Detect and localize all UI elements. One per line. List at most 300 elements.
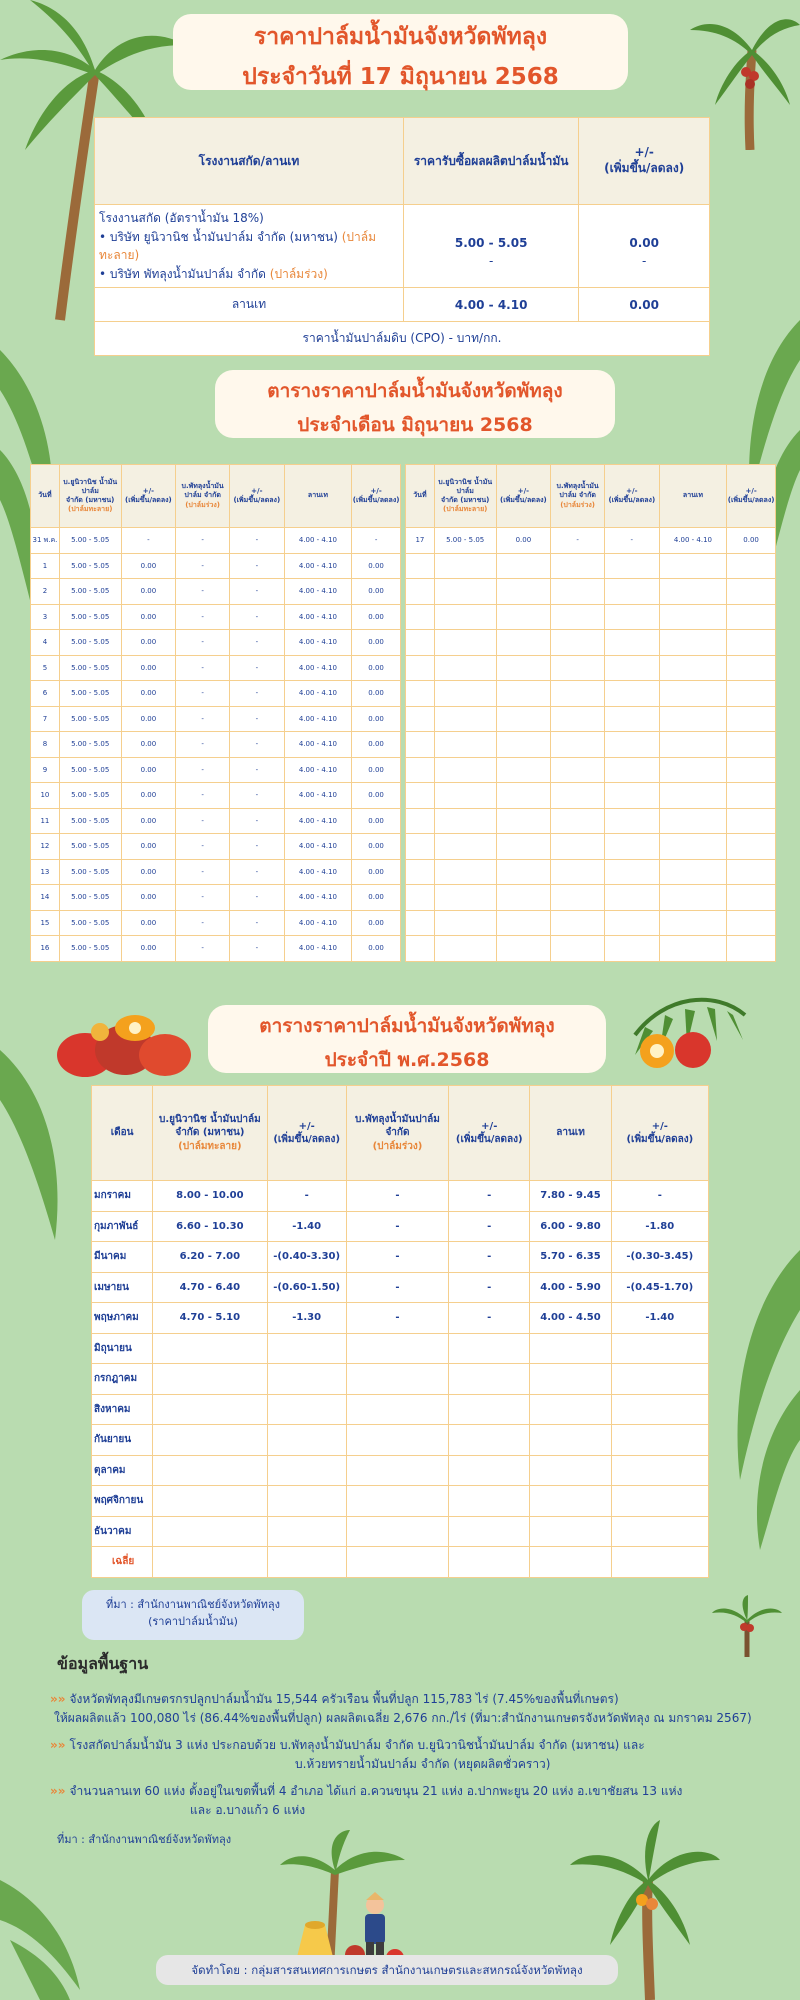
yard-price-cell: 4.00 - 4.10 bbox=[284, 630, 352, 656]
pt-price-cell bbox=[551, 910, 605, 936]
pt-change-cell: - bbox=[229, 783, 284, 809]
table-row bbox=[92, 1181, 709, 1212]
table-row bbox=[92, 1516, 709, 1547]
pt-change-cell bbox=[449, 1455, 530, 1486]
day-cell bbox=[406, 681, 435, 707]
uni-price-cell bbox=[153, 1364, 267, 1395]
yard-change-cell bbox=[611, 1425, 708, 1456]
pt-change-cell: - bbox=[229, 553, 284, 579]
uni-change-cell: 0.00 bbox=[121, 936, 176, 962]
uni-change-cell bbox=[496, 579, 551, 605]
day-cell bbox=[406, 910, 435, 936]
day-cell bbox=[406, 706, 435, 732]
yard-price-cell bbox=[659, 604, 727, 630]
yard-price-cell: 7.80 - 9.45 bbox=[530, 1181, 611, 1212]
uni-price-cell: 5.00 - 5.05 bbox=[434, 528, 496, 554]
pt-change-cell: - bbox=[449, 1242, 530, 1273]
uni-price-cell bbox=[434, 757, 496, 783]
uni-change-cell: -(0.60-1.50) bbox=[267, 1272, 346, 1303]
company-name: บริษัท พัทลุงน้ำมันปาล์ม จำกัด bbox=[109, 266, 266, 281]
pt-price-cell bbox=[551, 757, 605, 783]
day-cell: 10 bbox=[31, 783, 60, 809]
uni-price-cell: 5.00 - 5.05 bbox=[59, 936, 121, 962]
uni-price-cell bbox=[434, 579, 496, 605]
basic-info-item bbox=[50, 1782, 682, 1819]
yard-price-cell bbox=[659, 681, 727, 707]
yard-change-cell: -1.80 bbox=[611, 1211, 708, 1242]
header-yard: ลานเท bbox=[530, 1086, 611, 1181]
yard-change-cell: - bbox=[352, 528, 401, 554]
table-row bbox=[92, 1486, 709, 1517]
yard-change-cell: 0.00 bbox=[727, 528, 776, 554]
pt-price-cell: - bbox=[176, 757, 230, 783]
pt-price-cell bbox=[551, 655, 605, 681]
header-pt-tag: (ปาล์มร่วง) bbox=[560, 500, 595, 509]
month-cell: กันยายน bbox=[92, 1425, 153, 1456]
month-cell: กุมภาพันธ์ bbox=[92, 1211, 153, 1242]
yearly-title-line2: ประจำปี พ.ศ.2568 bbox=[324, 1049, 490, 1071]
month-cell: เฉลี่ย bbox=[92, 1547, 153, 1578]
uni-price-cell bbox=[153, 1455, 267, 1486]
header-pt-tag: (ปาล์มร่วง) bbox=[372, 1140, 423, 1152]
day-cell: 1 bbox=[31, 553, 60, 579]
header-pt-tag: (ปาล์มร่วง) bbox=[185, 500, 221, 509]
table-row bbox=[406, 757, 776, 783]
cpo-price: ราคาน้ำมันปาล์มดิบ (CPO) - บาท/กก. bbox=[95, 322, 710, 356]
yard-price-cell bbox=[530, 1333, 611, 1364]
table-row bbox=[31, 604, 401, 630]
yard-change-cell: 0.00 bbox=[352, 630, 401, 656]
day-cell: 31 พ.ค. bbox=[31, 528, 60, 554]
table-row bbox=[406, 655, 776, 681]
header-price: ราคารับซื้อผลผลิตปาล์มน้ำมัน bbox=[403, 118, 578, 205]
uni-change-cell bbox=[267, 1455, 346, 1486]
pt-change-cell bbox=[604, 579, 659, 605]
uni-change-cell: 0.00 bbox=[121, 808, 176, 834]
header-change: +/- (เพิ่มขึ้น/ลดลง) bbox=[611, 1086, 708, 1181]
pt-price-cell bbox=[551, 630, 605, 656]
monthly-title-line1: ตารางราคาปาล์มน้ำมันจังหวัดพัทลุง bbox=[267, 380, 563, 402]
uni-change-cell bbox=[267, 1394, 346, 1425]
yard-change-cell: 0.00 bbox=[352, 706, 401, 732]
uni-price-cell: 5.00 - 5.05 bbox=[59, 808, 121, 834]
uni-change-cell: 0.00 bbox=[121, 604, 176, 630]
table-row bbox=[31, 834, 401, 860]
pt-price-cell: - bbox=[176, 630, 230, 656]
header-pt: บ.พัทลุงน้ำมันปาล์ม จำกัด bbox=[355, 1113, 440, 1139]
day-cell: 17 bbox=[406, 528, 435, 554]
pt-price-cell: - bbox=[176, 706, 230, 732]
uni-change-cell bbox=[496, 783, 551, 809]
yard-change-cell bbox=[611, 1333, 708, 1364]
yard-price-cell bbox=[659, 910, 727, 936]
palm-leaf-right-bottom-icon bbox=[720, 1240, 800, 1560]
table-row bbox=[406, 783, 776, 809]
pt-change-cell bbox=[604, 783, 659, 809]
pt-change-cell: - bbox=[229, 859, 284, 885]
yard-price-cell bbox=[659, 655, 727, 681]
table-row bbox=[406, 910, 776, 936]
uni-change-cell: -(0.40-3.30) bbox=[267, 1242, 346, 1273]
yard-change-cell: 0.00 bbox=[352, 553, 401, 579]
day-cell bbox=[406, 936, 435, 962]
header-change: +/- (เพิ่มขึ้น/ลดลง) bbox=[727, 465, 776, 528]
yard-price-cell: 4.00 - 4.10 bbox=[284, 604, 352, 630]
info-line: ให้ผลผลิตแล้ว 100,080 ไร่ (86.44%ของพื้นที่ปลูก) ผลผลิตเฉลี่ย 2,676 กก./ไร่ (ที่มา:สำนักงานเกษตรจังหวัดพัทลุง ณ มกราคม 2567) bbox=[54, 1710, 752, 1725]
pt-change-cell bbox=[604, 732, 659, 758]
table-row bbox=[406, 808, 776, 834]
pt-price-cell: - bbox=[176, 936, 230, 962]
uni-price-cell bbox=[434, 604, 496, 630]
yard-price-cell bbox=[659, 757, 727, 783]
month-cell: พฤษภาคม bbox=[92, 1303, 153, 1334]
uni-price-cell: 5.00 - 5.05 bbox=[59, 604, 121, 630]
uni-price-cell: 5.00 - 5.05 bbox=[59, 834, 121, 860]
yard-change-cell: 0.00 bbox=[352, 834, 401, 860]
uni-change-cell: 0.00 bbox=[121, 579, 176, 605]
uni-price-cell bbox=[434, 859, 496, 885]
uni-change-cell: 0.00 bbox=[121, 859, 176, 885]
day-cell: 9 bbox=[31, 757, 60, 783]
pt-change-cell bbox=[604, 859, 659, 885]
yard-change-cell: 0.00 bbox=[352, 732, 401, 758]
pt-change-cell: - bbox=[229, 834, 284, 860]
uni-price-cell: 6.60 - 10.30 bbox=[153, 1211, 267, 1242]
month-cell: ธันวาคม bbox=[92, 1516, 153, 1547]
day-cell: 5 bbox=[31, 655, 60, 681]
pt-price-cell: - bbox=[176, 834, 230, 860]
day-cell bbox=[406, 553, 435, 579]
table-row bbox=[31, 808, 401, 834]
palm-tree-bottom-left-icon bbox=[0, 1860, 110, 2000]
yard-change-cell: - bbox=[611, 1181, 708, 1212]
pt-price-cell: - bbox=[176, 859, 230, 885]
uni-change-cell bbox=[496, 604, 551, 630]
pt-price-cell bbox=[346, 1425, 448, 1456]
yard-price-cell: 4.00 - 4.10 bbox=[284, 936, 352, 962]
day-cell: 3 bbox=[31, 604, 60, 630]
month-cell: มกราคม bbox=[92, 1181, 153, 1212]
table-row bbox=[31, 579, 401, 605]
table-row bbox=[92, 1242, 709, 1273]
header-change: +/- (เพิ่มขึ้น/ลดลง) bbox=[496, 465, 551, 528]
pt-change-cell: - bbox=[229, 681, 284, 707]
month-cell: มีนาคม bbox=[92, 1242, 153, 1273]
uni-price-cell bbox=[434, 936, 496, 962]
table-row bbox=[92, 1547, 709, 1578]
pt-change-cell: - bbox=[229, 757, 284, 783]
table-row bbox=[31, 630, 401, 656]
day-cell: 4 bbox=[31, 630, 60, 656]
pt-price-cell bbox=[551, 808, 605, 834]
table-row bbox=[92, 1333, 709, 1364]
uni-price-cell: 5.00 - 5.05 bbox=[59, 706, 121, 732]
day-cell bbox=[406, 783, 435, 809]
pt-price-cell: - bbox=[346, 1181, 448, 1212]
yard-label: ลานเท bbox=[95, 288, 404, 322]
table-row bbox=[31, 655, 401, 681]
info-line: จำนวนลานเท 60 แห่ง ตั้งอยู่ในเขตพื้นที่ 4 อำเภอ ได้แก่ อ.ควนขนุน 21 แห่ง อ.ปากพะยูน 20 แห่ง อ.เขาชัยสน 13 แห่ง bbox=[69, 1784, 683, 1798]
uni-change-cell bbox=[496, 630, 551, 656]
table-row bbox=[31, 783, 401, 809]
pt-price-cell: - bbox=[176, 655, 230, 681]
yard-price-cell bbox=[659, 783, 727, 809]
table-row bbox=[31, 757, 401, 783]
pt-price-cell: - bbox=[176, 528, 230, 554]
month-cell: มิถุนายน bbox=[92, 1333, 153, 1364]
table-row bbox=[406, 553, 776, 579]
pt-price-cell: - bbox=[346, 1303, 448, 1334]
yard-change-cell bbox=[611, 1547, 708, 1578]
table-row bbox=[406, 936, 776, 962]
pt-change-cell bbox=[604, 808, 659, 834]
header-change: +/- (เพิ่มขึ้น/ลดลง) bbox=[579, 118, 710, 205]
uni-price-cell bbox=[153, 1425, 267, 1456]
uni-price-cell bbox=[434, 681, 496, 707]
header-yard: ลานเท bbox=[284, 465, 352, 528]
yard-price-cell: 4.00 - 4.10 bbox=[284, 910, 352, 936]
source-note bbox=[82, 1590, 304, 1640]
yard-price-cell: 4.00 - 4.10 bbox=[284, 757, 352, 783]
uni-change-cell: 0.00 bbox=[121, 732, 176, 758]
pt-price-cell: - bbox=[176, 808, 230, 834]
day-cell: 12 bbox=[31, 834, 60, 860]
month-cell: เมษายน bbox=[92, 1272, 153, 1303]
uni-price-cell: 4.70 - 6.40 bbox=[153, 1272, 267, 1303]
uni-change-cell bbox=[496, 834, 551, 860]
yard-change-cell bbox=[727, 757, 776, 783]
basic-info-source: ที่มา : สำนักงานพาณิชย์จังหวัดพัทลุง bbox=[57, 1833, 232, 1846]
uni-price-cell: 5.00 - 5.05 bbox=[59, 681, 121, 707]
monthly-table-right bbox=[405, 464, 776, 962]
uni-change-cell bbox=[496, 706, 551, 732]
uni-change-cell: 0.00 bbox=[121, 910, 176, 936]
pt-price-cell: - bbox=[176, 732, 230, 758]
pt-price-cell bbox=[551, 783, 605, 809]
uni-change-cell: -1.30 bbox=[267, 1303, 346, 1334]
uni-change-cell: 0.00 bbox=[121, 783, 176, 809]
change-value: - bbox=[642, 254, 647, 269]
pt-price-cell bbox=[551, 885, 605, 911]
yearly-price-table bbox=[91, 1085, 709, 1578]
yearly-title-line1: ตารางราคาปาล์มน้ำมันจังหวัดพัทลุง bbox=[259, 1015, 555, 1037]
pt-price-cell: - bbox=[176, 579, 230, 605]
pt-change-cell bbox=[604, 681, 659, 707]
pt-change-cell bbox=[604, 910, 659, 936]
daily-price-table bbox=[94, 117, 710, 356]
arrow-icon: »» bbox=[50, 1784, 66, 1798]
pt-price-cell bbox=[551, 859, 605, 885]
header-day: วันที่ bbox=[406, 465, 435, 528]
month-cell: สิงหาคม bbox=[92, 1394, 153, 1425]
yard-change-cell bbox=[727, 706, 776, 732]
table-row bbox=[92, 1211, 709, 1242]
pt-price-cell: - bbox=[346, 1242, 448, 1273]
uni-change-cell bbox=[267, 1547, 346, 1578]
yard-change-cell bbox=[727, 630, 776, 656]
uni-price-cell bbox=[153, 1394, 267, 1425]
uni-price-cell: 5.00 - 5.05 bbox=[59, 655, 121, 681]
table-row bbox=[31, 732, 401, 758]
uni-price-cell bbox=[434, 783, 496, 809]
header-pt: บ.พัทลุงน้ำมันปาล์ม จำกัด bbox=[556, 482, 599, 500]
pt-price-cell bbox=[551, 936, 605, 962]
yard-change-cell bbox=[727, 783, 776, 809]
pt-change-cell bbox=[449, 1333, 530, 1364]
day-cell bbox=[406, 732, 435, 758]
pt-change-cell: - bbox=[449, 1181, 530, 1212]
yard-change-cell: 0.00 bbox=[352, 655, 401, 681]
uni-change-cell bbox=[267, 1425, 346, 1456]
info-line: จังหวัดพัทลุงมีเกษตรกรปลูกปาล์มน้ำมัน 15,544 ครัวเรือน พื้นที่ปลูก 115,783 ไร่ (7.45%ของพื้นที่เกษตร) bbox=[69, 1692, 619, 1706]
yard-price-cell bbox=[530, 1486, 611, 1517]
uni-price-cell bbox=[153, 1486, 267, 1517]
yard-price-cell: 4.00 - 4.10 bbox=[284, 732, 352, 758]
yard-change-cell bbox=[611, 1364, 708, 1395]
pt-price-cell bbox=[551, 732, 605, 758]
company-item: • บริษัท พัทลุงน้ำมันปาล์ม จำกัด (ปาล์มร่วง) bbox=[99, 266, 328, 281]
pt-change-cell bbox=[449, 1547, 530, 1578]
uni-change-cell bbox=[267, 1333, 346, 1364]
pt-price-cell: - bbox=[176, 783, 230, 809]
day-cell: 14 bbox=[31, 885, 60, 911]
uni-price-cell: 5.00 - 5.05 bbox=[59, 859, 121, 885]
yard-price-cell bbox=[530, 1455, 611, 1486]
yard-change-cell bbox=[727, 834, 776, 860]
day-cell bbox=[406, 604, 435, 630]
pt-price-cell: - bbox=[346, 1272, 448, 1303]
day-cell: 7 bbox=[31, 706, 60, 732]
table-row bbox=[92, 1303, 709, 1334]
table-row bbox=[31, 706, 401, 732]
yard-price-cell: 4.00 - 4.10 bbox=[284, 859, 352, 885]
yard-change-cell: 0.00 bbox=[352, 859, 401, 885]
yard-change-cell bbox=[611, 1394, 708, 1425]
uni-change-cell: 0.00 bbox=[121, 885, 176, 911]
day-cell bbox=[406, 655, 435, 681]
yard-change-cell bbox=[727, 579, 776, 605]
uni-price-cell bbox=[434, 630, 496, 656]
uni-price-cell bbox=[434, 808, 496, 834]
uni-change-cell bbox=[267, 1516, 346, 1547]
pt-price-cell bbox=[551, 834, 605, 860]
palm-fruit-right-icon bbox=[625, 995, 750, 1075]
yard-price-cell bbox=[659, 706, 727, 732]
uni-price-cell bbox=[153, 1547, 267, 1578]
company-item: • บริษัท ยูนิวานิช น้ำมันปาล์ม จำกัด (มหาชน) (ปาล์มทะลาย) bbox=[99, 229, 377, 263]
table-row bbox=[406, 579, 776, 605]
basic-info-item bbox=[50, 1690, 752, 1727]
pt-change-cell bbox=[449, 1486, 530, 1517]
yard-change-cell: 0.00 bbox=[352, 783, 401, 809]
yard-change-cell bbox=[727, 808, 776, 834]
company-name: บริษัท ยูนิวานิช น้ำมันปาล์ม จำกัด (มหาชน) bbox=[109, 229, 338, 244]
table-row bbox=[406, 706, 776, 732]
yard-price-cell: 4.00 - 4.10 bbox=[284, 681, 352, 707]
day-cell bbox=[406, 757, 435, 783]
pt-change-cell bbox=[449, 1394, 530, 1425]
pt-change-cell: - bbox=[229, 655, 284, 681]
pt-price-cell bbox=[346, 1333, 448, 1364]
uni-price-cell bbox=[434, 834, 496, 860]
uni-price-cell: 4.70 - 5.10 bbox=[153, 1303, 267, 1334]
table-row bbox=[406, 604, 776, 630]
table-row bbox=[92, 1364, 709, 1395]
pt-price-cell: - bbox=[176, 910, 230, 936]
yard-price-cell: 4.00 - 4.10 bbox=[284, 706, 352, 732]
pt-price-cell: - bbox=[176, 681, 230, 707]
arrow-icon: »» bbox=[50, 1738, 66, 1752]
uni-change-cell: 0.00 bbox=[121, 681, 176, 707]
pt-price-cell: - bbox=[346, 1211, 448, 1242]
header-pt: บ.พัทลุงน้ำมันปาล์ม จำกัด bbox=[181, 482, 224, 500]
yard-change-cell: 0.00 bbox=[352, 885, 401, 911]
uni-price-cell: 5.00 - 5.05 bbox=[59, 757, 121, 783]
pt-price-cell bbox=[551, 706, 605, 732]
yard-price-cell: 4.00 - 4.10 bbox=[659, 528, 727, 554]
pt-change-cell bbox=[604, 630, 659, 656]
yard-change-cell: 0.00 bbox=[352, 808, 401, 834]
header-change: +/- (เพิ่มขึ้น/ลดลง) bbox=[229, 465, 284, 528]
yearly-title bbox=[208, 1005, 606, 1073]
day-cell bbox=[406, 834, 435, 860]
pt-change-cell: - bbox=[229, 885, 284, 911]
day-cell bbox=[406, 808, 435, 834]
footer-credit: จัดทำโดย : กลุ่มสารสนเทศการเกษตร สำนักงานเกษตรและสหกรณ์จังหวัดพัทลุง bbox=[156, 1955, 618, 1985]
yard-change-cell bbox=[727, 732, 776, 758]
main-title bbox=[173, 14, 628, 90]
pt-change-cell: - bbox=[229, 732, 284, 758]
pt-price-cell: - bbox=[176, 885, 230, 911]
header-uni-tag: (ปาล์มทะลาย) bbox=[443, 505, 488, 514]
uni-price-cell bbox=[434, 655, 496, 681]
uni-change-cell bbox=[496, 681, 551, 707]
pt-price-cell bbox=[346, 1394, 448, 1425]
uni-price-cell: 5.00 - 5.05 bbox=[59, 732, 121, 758]
yard-change: 0.00 bbox=[579, 288, 710, 322]
yard-price-cell bbox=[530, 1394, 611, 1425]
uni-price-cell: 5.00 - 5.05 bbox=[59, 528, 121, 554]
table-row bbox=[406, 885, 776, 911]
pt-change-cell bbox=[604, 553, 659, 579]
pt-price-cell bbox=[551, 553, 605, 579]
pt-change-cell: - bbox=[229, 528, 284, 554]
yard-change-cell: -(0.45-1.70) bbox=[611, 1272, 708, 1303]
table-row bbox=[31, 681, 401, 707]
uni-change-cell: 0.00 bbox=[121, 553, 176, 579]
uni-change-cell: 0.00 bbox=[121, 757, 176, 783]
table-row bbox=[92, 1455, 709, 1486]
uni-change-cell bbox=[496, 859, 551, 885]
yard-price-cell bbox=[530, 1547, 611, 1578]
day-cell: 6 bbox=[31, 681, 60, 707]
yard-price-cell bbox=[659, 808, 727, 834]
info-line: และ อ.บางแก้ว 6 แห่ง bbox=[190, 1802, 306, 1817]
header-factory: โรงงานสกัด/ลานเท bbox=[95, 118, 404, 205]
uni-price-cell bbox=[434, 885, 496, 911]
pt-price-cell bbox=[551, 681, 605, 707]
yard-price-cell: 4.00 - 4.50 bbox=[530, 1303, 611, 1334]
pt-change-cell: - bbox=[229, 579, 284, 605]
table-row bbox=[406, 834, 776, 860]
basic-info-title: ข้อมูลพื้นฐาน bbox=[57, 1654, 149, 1673]
pt-change-cell: - bbox=[229, 936, 284, 962]
header-change: +/- (เพิ่มขึ้น/ลดลง) bbox=[449, 1086, 530, 1181]
yard-price-cell bbox=[659, 579, 727, 605]
yard-price-cell bbox=[659, 885, 727, 911]
pt-change-cell: - bbox=[449, 1303, 530, 1334]
pt-change-cell bbox=[604, 885, 659, 911]
